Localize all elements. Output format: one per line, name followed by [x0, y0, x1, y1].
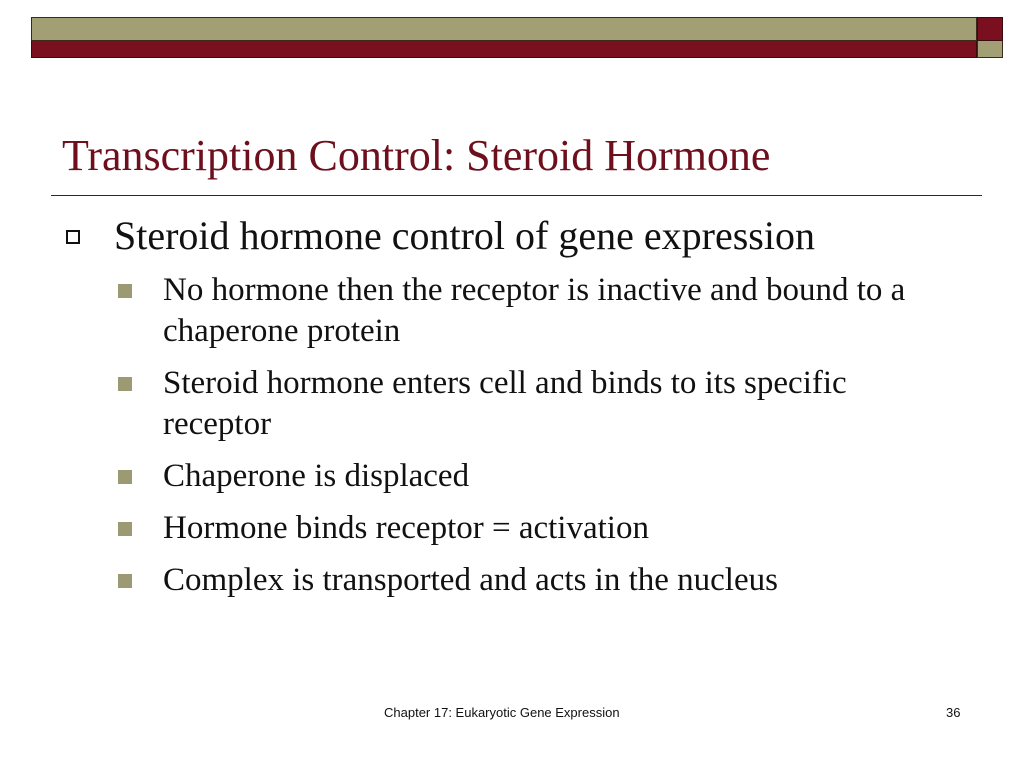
- sub-bullet-text: Hormone binds receptor = activation: [163, 510, 649, 546]
- square-bullet-icon: [118, 470, 132, 484]
- square-bullet-icon: [118, 522, 132, 536]
- square-bullet-icon: [118, 284, 132, 298]
- sub-bullet-item: [118, 270, 918, 352]
- sub-bullet-text: Steroid hormone enters cell and binds to its specific receptor: [163, 365, 847, 442]
- corner-square-red: [977, 17, 1003, 41]
- sub-bullet-text: Complex is transported and acts in the nucleus: [163, 562, 778, 598]
- page-number: 36: [946, 705, 961, 720]
- square-bullet-icon: [118, 377, 132, 391]
- sub-bullet-item: [118, 456, 918, 497]
- title-divider: [51, 195, 982, 196]
- sub-bullet-item: [118, 560, 918, 601]
- header-band-olive: [31, 17, 977, 41]
- square-bullet-icon: [118, 574, 132, 588]
- corner-square-olive: [977, 41, 1003, 58]
- sub-bullet-text: Chaperone is displaced: [163, 458, 470, 494]
- sub-bullet-item: [118, 363, 918, 445]
- slide-footer: Chapter 17: Eukaryotic Gene Expression: [384, 705, 620, 720]
- sub-bullet-list: [118, 270, 918, 612]
- sub-bullet-text: No hormone then the receptor is inactive and bound to a chaperone protein: [163, 272, 906, 349]
- header-band-red: [31, 41, 977, 58]
- hollow-square-bullet-icon: [66, 230, 80, 244]
- main-bullet: [66, 212, 815, 260]
- main-bullet-text: Steroid hormone control of gene expression: [114, 213, 815, 258]
- slide-title: Transcription Control: Steroid Hormone: [62, 131, 771, 180]
- sub-bullet-item: [118, 508, 918, 549]
